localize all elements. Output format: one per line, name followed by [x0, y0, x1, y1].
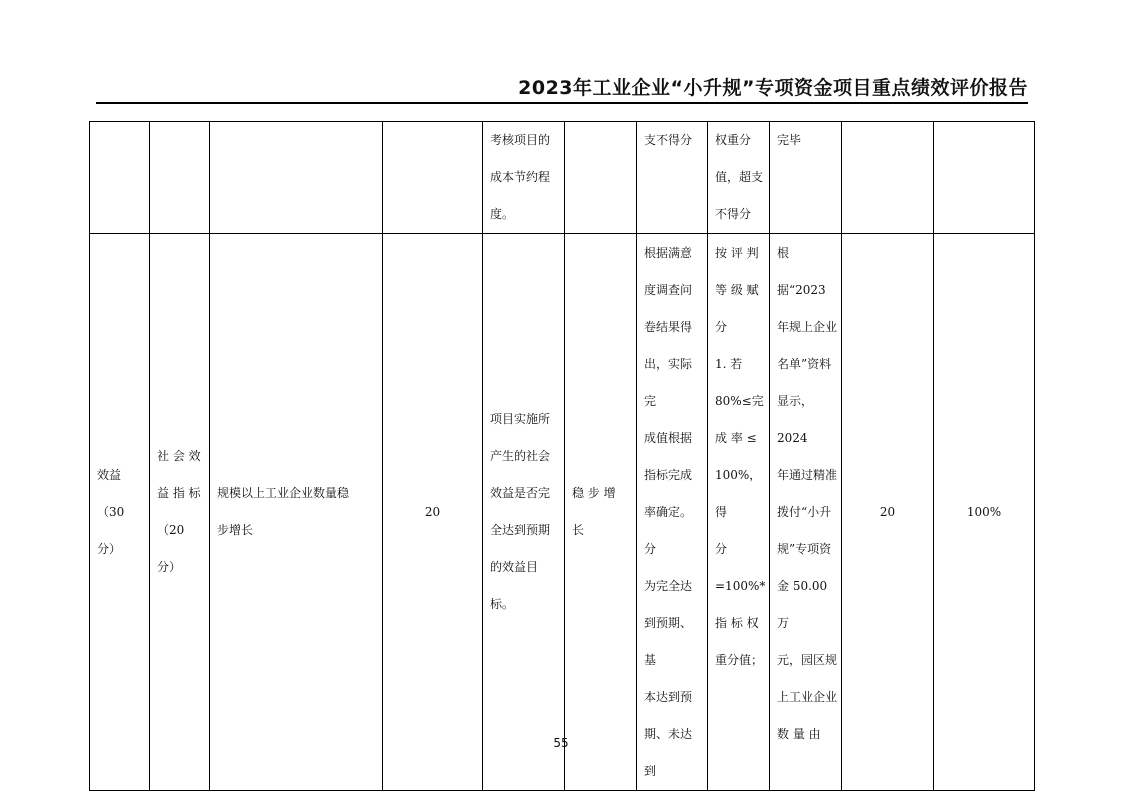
table-cell: [842, 234, 934, 791]
page-number: 55: [553, 736, 569, 750]
table-cell: [383, 234, 483, 791]
table-cell: [934, 122, 1035, 234]
table-cell-text: 100%: [966, 504, 1002, 519]
table-cell-text: 考核项目的 成本节约程 度。: [490, 133, 551, 221]
table-cell: [150, 122, 210, 234]
table-cell: [770, 122, 842, 234]
table-cell-text: 稳 步 增 长: [572, 486, 616, 537]
table-cell-text: 完毕: [777, 133, 802, 147]
evaluation-table: [89, 121, 1035, 791]
table-cell-text: 按 评 判 等 级 赋 分 1. 若 80%≤完 成 率 ≤ 100%，得 分 =100%* 指 标 权 重分值；: [715, 246, 766, 667]
table-cell: [708, 122, 770, 234]
table-cell: [383, 122, 483, 234]
report-header-title: 2023年工业企业“小升规”专项资金项目重点绩效评价报告: [518, 77, 1028, 99]
table-cell-text: 规模以上工业企业数量稳 步增长: [217, 486, 350, 537]
table-cell: [565, 122, 637, 234]
table-cell-text: 社 会 效 益 指 标 （20 分）: [157, 449, 201, 574]
table-cell: [565, 234, 637, 791]
table-cell: [637, 234, 708, 791]
table-cell: [210, 234, 383, 791]
table-cell: [483, 122, 565, 234]
table-cell-text: 支不得分: [644, 133, 693, 147]
table-cell-text: 根据满意 度调查问 卷结果得 出，实际完 成值根据 指标完成 率确定。分 为完全达 到预期、基 本达到预 期、未达到: [644, 246, 693, 778]
table-cell: [708, 234, 770, 791]
table-cell: [934, 234, 1035, 791]
table-cell-text: 20: [424, 504, 441, 519]
table-row: [90, 234, 1035, 791]
table-cell: [210, 122, 383, 234]
table-cell: [483, 234, 565, 791]
table-cell-text: 效益（30 分）: [97, 467, 125, 556]
table-cell: [770, 234, 842, 791]
table-cell: [842, 122, 934, 234]
header-rule: [96, 102, 1028, 104]
table-cell: [90, 122, 150, 234]
table-cell-text: 项目实施所 产生的社会 效益是否完 全达到预期 的效益目标。: [490, 412, 551, 611]
table-cell-text: 根据“2023 年规上企业 名单”资料 显示，2024 年通过精准 拨付“小升 规”专项资 金 50.00 万 元，园区规 上工业企业 数 量 由: [777, 246, 838, 741]
table-cell: [90, 234, 150, 791]
table-cell: [150, 234, 210, 791]
table-cell: [637, 122, 708, 234]
table-cell-text: 20: [879, 504, 896, 519]
table-row: [90, 122, 1035, 234]
table-cell-text: 权重分 值，超支 不得分: [715, 133, 764, 221]
